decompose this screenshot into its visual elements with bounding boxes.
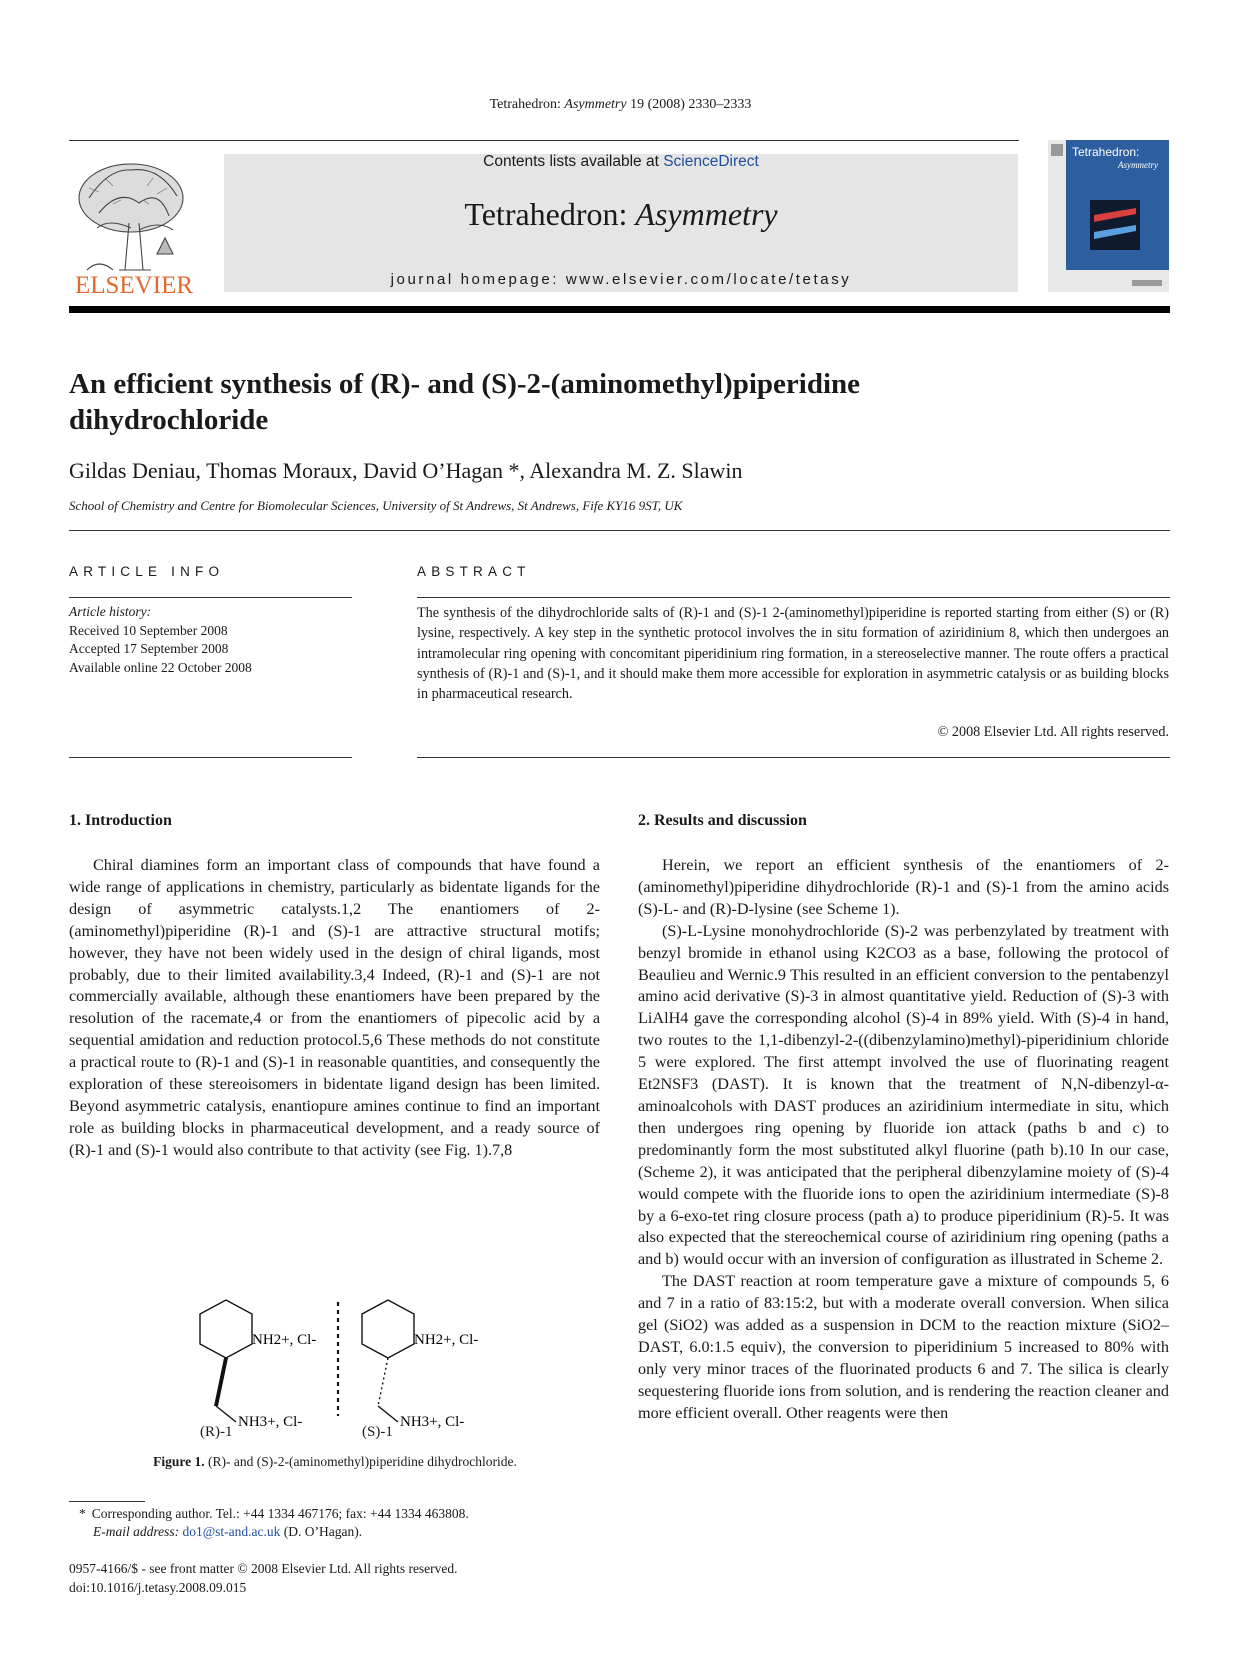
figure-label-r: (R)-1 (200, 1424, 233, 1440)
contents-line: Contents lists available at ScienceDirect (483, 153, 759, 170)
figure-label-s: (S)-1 (362, 1424, 393, 1440)
results-paragraph-2: (S)-L-Lysine monohydrochloride (S)-2 was perbenzylated by treatment with benzyl bromide in ethanol using K2CO3 as a base, following the protocol of Beaulieu and Wernic.9 This resulted in an efficient conversion to the pentabenzyl amino acid derivative (S)-3 in almost quantitative yield. Reduction of (S)-3 with LiAlH4 gave the corresponding alcohol (S)-4 in 89% yield. With (S)-4 in hand, two routes to the 1,1-dibenzyl-2-((dibenzylamino)methyl)-piperidinium chloride 5 were explored. The first attempt involved the use of fluorinating reagent Et2NSF3 (DAST). It is known that the treatment of N,N-dibenzyl-α-aminoalcohols with DAST produces an aziridinium intermediate in situ, which then undergoes ring opening by fluoride ion attack (paths b and c) to predominantly form the most substituted alkyl fluorine (path b).10 In our case, (Scheme 2), it was anticipated that the peripheral dibenzylamine moiety of (S)-4 would compete with the fluoride ions to open the aziridinium intermediate (S)-8 by a 6-exo-tet ring closure process (path a) to produce piperidinium (R)-5. It was also expected that the stereochemical course of aziridinium ring opening (paths a and b) would occur with an inversion of configuration as illustrated in Scheme 2. (638, 921, 1169, 1269)
r-nh3-label: NH3+, Cl- (238, 1414, 303, 1430)
author-list: Gildas Deniau, Thomas Moraux, David O’Hagan *, Alexandra M. Z. Slawin (69, 458, 743, 483)
issn-doi: 0957-4166/$ - see front matter © 2008 Elsevier Ltd. All rights reserved. doi:10.1016/j.tetasy.2008.09.015 (69, 1560, 458, 1597)
results-body (638, 855, 1169, 1425)
sciencedirect-link[interactable]: ScienceDirect (663, 153, 759, 170)
results-paragraph-3: The DAST reaction at room temperature gave a mixture of compounds 5, 6 and 7 in a ratio of 83:15:2, but with a moderate overall conversion. When silica gel (SiO2) was added as a suspension in DCM to the reaction mixture (SiO2–DAST, 6.0:1.5 equiv), the conversion to piperidinium 5 increased to 80% with only very minor traces of the fluorinated products 6 and 7. The silica is clearly sequestering fluoride ions from solution, and is rendering the reaction cleaner and more efficient overall. Other reagents were then (638, 1272, 1169, 1422)
abstract-text: The synthesis of the dihydrochloride salts of (R)-1 and (S)-1 2-(aminomethyl)piperidine is reported starting from either (S) or (R) lysine, respectively. A key step in the synthetic protocol involves the in situ formation of aziridinium 8, which then undergoes an intramolecular ring opening with concomitant piperidinium ring formation, in a stereoselective manner. The route offers a practical synthesis of (R)-1 and (S)-1, and it should make them more accessible for exploration in asymmetric catalysis or as building blocks in pharmaceutical research. (417, 605, 1169, 703)
abstract-rule (417, 597, 1170, 598)
intro-heading: 1. Introduction (69, 812, 172, 829)
abstract-copyright: © 2008 Elsevier Ltd. All rights reserved. (937, 724, 1169, 740)
journal-cover-image (1048, 140, 1169, 292)
intro-paragraph: Chiral diamines form an important class of compounds that have found a wide range of applications in chemistry, particularly as bidentate ligands for the design of asymmetric catalysts.1,2 The enantiomers of 2-(aminomethyl)piperidine (R)-1 and (S)-1 are attractive structural motifs; however, they have not been widely used in the design of chiral ligands, most probably, due to their limited availability.3,4 Indeed, (R)-1 and (S)-1 are not commercially available, although these enantiomers have been prepared by the resolution of the racemate,4 or from the enantiomers of pipecolic acid by a sequential amidation and reduction protocol.5,6 These methods do not constitute a practical route to (R)-1 and (S)-1 in reasonable quantities, and consequently the exploration of these stereoisomers in bidentate ligand design has been limited. Beyond asymmetric catalysis, enantiopure amines continue to find an important role as building blocks in pharmaceutical development, and a ready source of (R)-1 and (S)-1 would also contribute to that activity (see Fig. 1).7,8 (69, 856, 600, 1159)
article-info-bottom-rule (69, 757, 352, 758)
journal-title: Tetrahedron: Asymmetry (464, 196, 778, 232)
article-history: Article history: Received 10 September 2008 Accepted 17 September 2008 Available online 22 October 2008 (69, 604, 252, 675)
corresponding-author-footnote: * Corresponding author. Tel.: +44 1334 467176; fax: +44 1334 463808. E-mail address: do1@st-and.ac.uk (D. O’Hagan). (79, 1506, 469, 1539)
footnote-rule (69, 1501, 145, 1502)
r-nh2-label: NH2+, Cl- (252, 1332, 317, 1348)
results-heading: 2. Results and discussion (638, 812, 807, 829)
abstract-heading: ABSTRACT (417, 564, 531, 579)
cover-subtitle: Asymmetry (1118, 160, 1158, 170)
cover-title: Tetrahedron: (1072, 145, 1140, 159)
article-info-heading: ARTICLE INFO (69, 564, 225, 579)
s-nh3-label: NH3+, Cl- (400, 1414, 465, 1430)
title-rule (69, 530, 1170, 531)
affiliation: School of Chemistry and Centre for Biomolecular Sciences, University of St Andrews, St Andrews, Fife KY16 9ST, UK (69, 498, 683, 513)
header-thick-rule (69, 306, 1170, 313)
figure-1-structures (190, 1294, 490, 1444)
journal-homepage[interactable]: journal homepage: www.elsevier.com/locate/tetasy (390, 271, 852, 288)
article-title: An efficient synthesis of (R)- and (S)-2-(aminomethyl)piperidine dihydrochloride (69, 368, 861, 436)
article-info-rule (69, 597, 352, 598)
figure-1-caption: Figure 1. (R)- and (S)-2-(aminomethyl)piperidine dihydrochloride. (153, 1454, 517, 1469)
abstract-bottom-rule (417, 757, 1170, 758)
intro-body (69, 855, 600, 1162)
s-nh2-label: NH2+, Cl- (414, 1332, 479, 1348)
elsevier-wordmark: ELSEVIER (74, 272, 194, 299)
journal-citation: Tetrahedron: Asymmetry 19 (2008) 2330–2333 (489, 97, 752, 112)
email-link[interactable]: do1@st-and.ac.uk (182, 1524, 281, 1539)
results-paragraph-1: Herein, we report an efficient synthesis of the enantiomers of 2-(aminomethyl)piperidine dihydrochloride (R)-1 and (S)-1 from the amino acids (S)-L- and (R)-D-lysine (see Scheme 1). (638, 856, 1169, 918)
wedge-bond (214, 1358, 228, 1406)
header-rule (69, 140, 1019, 141)
doi-text: doi:10.1016/j.tetasy.2008.09.015 (69, 1579, 247, 1595)
